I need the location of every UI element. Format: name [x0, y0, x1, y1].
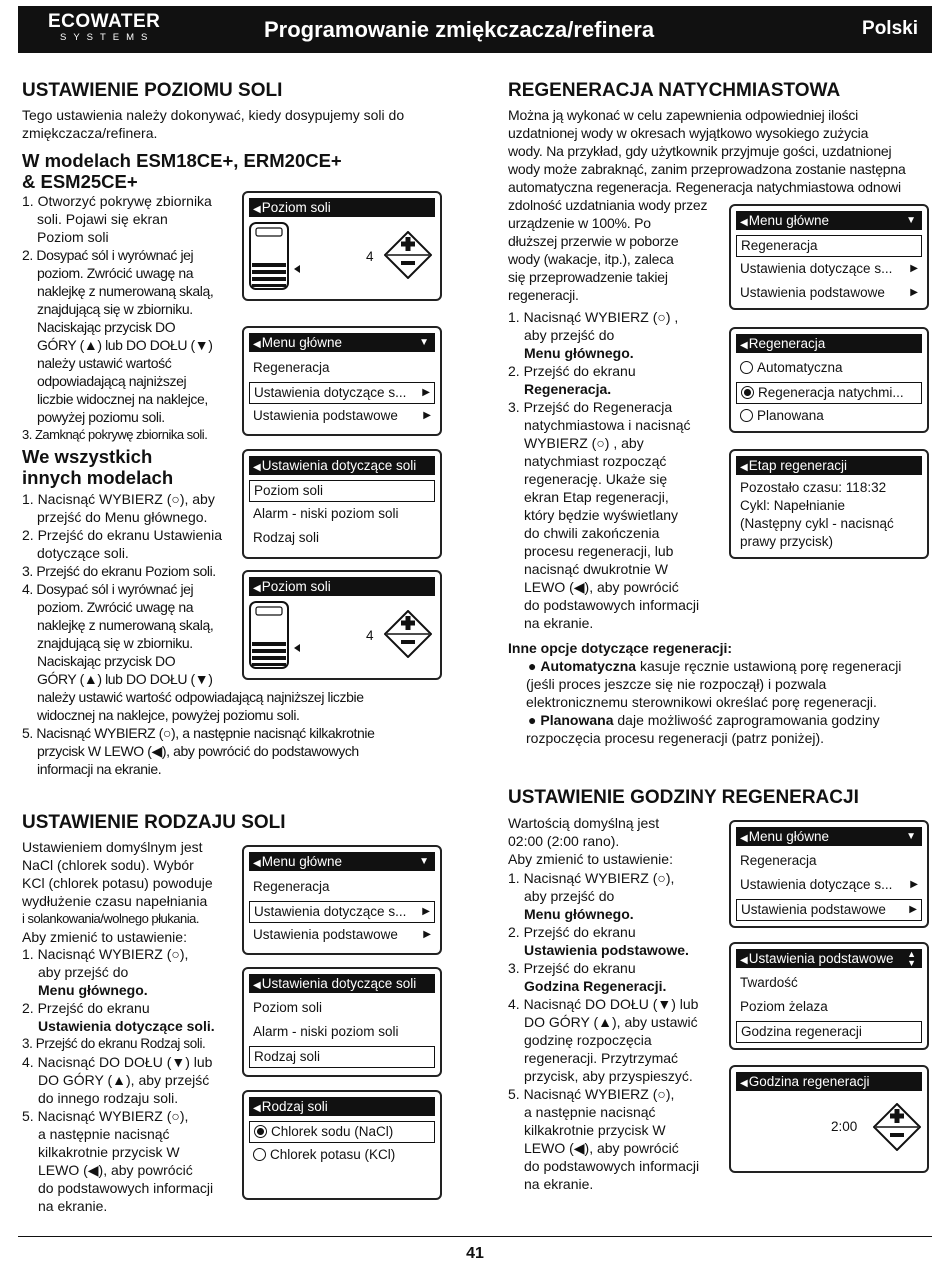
option-automatic[interactable]: Automatyczna: [736, 358, 922, 378]
menu-item-basic-settings[interactable]: Ustawienia podstawowe ▶: [253, 927, 431, 942]
step-5: 5. Nacisnąć WYBIERZ (○), a następnie nacisnąć kilkakrotnie przycisk W LEWO (◀), aby powrócić do podstawowych informacji na ekranie.: [22, 1108, 214, 1214]
salt-level-value: 4: [366, 249, 374, 264]
main-menu-screen-3: ◀Menu główne ▼ Regeneracja Ustawienia dotyczące s... ▶ Ustawienia podstawowe ▶: [729, 204, 929, 310]
regen-time-intro: Wartością domyślną jest 02:00 (2:00 rano). Aby zmienić to ustawienie:: [508, 815, 673, 867]
salt-level-steps-a: [22, 192, 237, 444]
step-3: 3. Przejść do ekranu Rodzaj soli.: [22, 1036, 206, 1051]
regen-now-steps: [508, 308, 723, 632]
salt-level-value: 4: [366, 628, 374, 643]
main-menu-screen-2: ◀Menu główne ▼ Regeneracja Ustawienia dotyczące s... ▶ Ustawienia podstawowe ▶: [242, 845, 442, 955]
menu-item-salt-settings[interactable]: Ustawienia dotyczące s... ▶: [740, 877, 918, 892]
option-potassium-chloride[interactable]: Chlorek potasu (KCl): [249, 1145, 435, 1165]
menu-item-low-salt-alarm[interactable]: Alarm - niski poziom soli: [253, 1024, 399, 1039]
main-menu-screen-4: ◀Menu główne ▼ Regeneracja Ustawienia dotyczące s... ▶ Ustawienia podstawowe ▶: [729, 820, 929, 928]
step-4: 4. Dosypać sól i wyrównać jej poziom. Zwrócić uwagę na naklejkę z numerowaną skalą, znajdującą się w zbiorniku. Naciskając przycisk DO GÓRY (▲) lub DO DOŁU (▼) należy ustawić wartość odpowiadającą najniższej liczbie widocznej na naklejce, powyżej poziomu soli.: [22, 581, 364, 723]
menu-item-salt-settings[interactable]: Ustawienia dotyczące s... ▶: [249, 382, 435, 404]
menu-item-regeneration[interactable]: Regeneracja: [736, 235, 922, 257]
regen-stage-screen: ◀Etap regeneracji Pozostało czasu: 118:32 Cykl: Napełnianie (Następny cykl - nacisnąć prawy przycisk): [729, 449, 929, 559]
salt-tank-icon: [248, 600, 308, 672]
step-1: 1. Nacisnąć WYBIERZ (○), aby przejść do Menu głównego.: [22, 946, 189, 998]
bullet-icon: ●: [528, 712, 537, 728]
salt-type-heading: USTAWIENIE RODZAJU SOLI: [22, 812, 286, 833]
salt-type-steps: [22, 945, 237, 1215]
menu-item-salt-type[interactable]: Rodzaj soli: [249, 1046, 435, 1068]
salt-type-screen: ◀Rodzaj soli Chlorek sodu (NaCl) Chlorek potasu (KCl): [242, 1090, 442, 1200]
option-regen-now[interactable]: Regeneracja natychmi...: [736, 382, 922, 404]
regen-now-intro: Można ją wykonać w celu zapewnienia odpowiedniej ilości uzdatnionej wody w okresach wyjątkowo wysokiego zużycia wody. Na przykład, gdy użytkownik przyjmuje gości, uzdatnionej wody może zabraknąć, zanim przeprowadzona zostanie następna automatyczna regeneracja. Regeneracja natychmiastowa odnowi zdolność uzdatniania wody przez urządzenie w 100%. Po dłuższej przerwie w poborze wody (wakacje, itp.), zaleca się przeprowadzenie takiej regeneracji.: [508, 107, 906, 303]
footer-rule: [18, 1236, 932, 1237]
regen-time-steps: [508, 869, 723, 1193]
step-1: 1. Otworzyć pokrywę zbiornika soli. Pojawi się ekran Poziom soli: [22, 193, 212, 245]
salt-settings-screen-2: ◀Ustawienia dotyczące soli Poziom soli Alarm - niski poziom soli Rodzaj soli: [242, 967, 442, 1077]
radio-selected-icon: [254, 1125, 267, 1138]
regen-time-screen: ◀Godzina regeneracji 2:00: [729, 1065, 929, 1173]
salt-settings-screen: ◀Ustawienia dotyczące soli Poziom soli Alarm - niski poziom soli Rodzaj soli: [242, 449, 442, 559]
step-1: 1. Nacisnąć WYBIERZ (○), aby przejść do Menu głównego.: [508, 870, 675, 922]
salt-level-intro: Tego ustawienia należy dokonywać, kiedy dosypujemy soli do zmiękczacza/refinera.: [22, 107, 405, 141]
step-5: 5. Nacisnąć WYBIERZ (○), a następnie nacisnąć kilkakrotnie przycisk W LEWO (◀), aby powrócić do podstawowych informacji na ekranie.: [508, 1086, 700, 1192]
menu-item-hardness[interactable]: Twardość: [740, 975, 798, 990]
step-4: 4. Nacisnąć DO DOŁU (▼) lub DO GÓRY (▲), aby ustawić godzinę rozpoczęcia regeneracji. Przytrzymać przycisk, aby przyspieszyć.: [508, 996, 699, 1084]
salt-type-intro: Ustawieniem domyślnym jest NaCl (chlorek sodu). Wybór KCl (chlorek potasu) powoduje wydłużenie czasu napełniania i solankowania/wolnego płukania. Aby zmienić to ustawienie:: [22, 839, 213, 945]
menu-item-regeneration[interactable]: Regeneracja: [253, 879, 330, 894]
models-heading: W modelach ESM18CE+, ERM20CE+ & ESM25CE+: [22, 150, 342, 192]
step-4: 4. Nacisnąć DO DOŁU (▼) lub DO GÓRY (▲), aby przejść do innego rodzaju soli.: [22, 1054, 213, 1106]
salt-level-screen: [242, 191, 442, 301]
menu-item-basic-settings[interactable]: Ustawienia podstawowe ▶: [740, 285, 918, 300]
salt-tank-icon: [248, 221, 308, 293]
ecowater-logo: ECOWATER SYSTEMS: [48, 11, 161, 43]
menu-item-salt-level[interactable]: Poziom soli: [249, 480, 435, 502]
option-planned[interactable]: Planowana: [736, 406, 922, 426]
step-2: 2. Dosypać sól i wyrównać jej poziom. Zwrócić uwagę na naklejkę z numerowaną skalą, znajdującą się w zbiorniku. Naciskając przycisk DO GÓRY (▲) lub DO DOŁU (▼) należy ustawić wartość odpowiadającą najniższej liczbie widocznej na naklejce, powyżej poziomu soli.: [22, 247, 214, 425]
step-2: 2. Przejść do ekranu Ustawienia dotyczące soli.: [22, 1000, 215, 1034]
menu-item-salt-settings[interactable]: Ustawienia dotyczące s... ▶: [740, 261, 918, 276]
menu-item-salt-type[interactable]: Rodzaj soli: [253, 530, 320, 545]
page-header: [18, 6, 932, 53]
step-2: 2. Przejść do ekranu Ustawienia podstawowe.: [508, 924, 689, 958]
step-3: 3. Przejść do Regeneracja natychmiastowa i nacisnąć WYBIERZ (○) , aby natychmiast rozpocząć regenerację. Ukaże się ekran Etap regeneracji, który będzie wyświetlany do chwili zakończenia procesu regeneracji, lub nacisnąć dwukrotnie W LEWO (◀), aby powrócić do podstawowych informacji na ekranie.: [508, 399, 700, 631]
regen-now-heading: REGENERACJA NATYCHMIASTOWA: [508, 80, 841, 101]
page-title: Programowanie zmiękczacza/refinera: [264, 17, 655, 42]
regen-time-value: 2:00: [831, 1119, 858, 1134]
menu-item-iron-level[interactable]: Poziom żelaza: [740, 999, 828, 1014]
regen-time-heading: USTAWIENIE GODZINY REGENERACJI: [508, 787, 859, 808]
menu-item-regeneration[interactable]: Regeneracja: [253, 360, 330, 375]
menu-item-salt-level[interactable]: Poziom soli: [253, 1000, 323, 1015]
step-2: 2. Przejść do ekranu Ustawienia dotyczące soli.: [22, 527, 222, 561]
step-1: 1. Nacisnąć WYBIERZ (○) , aby przejść do Menu głównego.: [508, 309, 679, 361]
menu-item-salt-settings[interactable]: Ustawienia dotyczące s... ▶: [249, 901, 435, 923]
step-2: 2. Przejść do ekranu Regeneracja.: [508, 363, 636, 397]
language-label: Polski: [862, 18, 918, 39]
regen-stage-info: Pozostało czasu: 118:32 Cykl: Napełnianie (Następny cykl - nacisnąć prawy przycisk): [740, 480, 894, 549]
step-3: 3. Przejść do ekranu Godzina Regeneracji.: [508, 960, 667, 994]
salt-level-heading: USTAWIENIE POZIOMU SOLI: [22, 80, 283, 101]
screen-title-bar: ◀Poziom soli: [249, 198, 435, 217]
step-5: 5. Nacisnąć WYBIERZ (○), a następnie nacisnąć kilkakrotnie przycisk W LEWO (◀), aby powrócić do podstawowych informacji na ekranie.: [22, 725, 375, 777]
menu-item-low-salt-alarm[interactable]: Alarm - niski poziom soli: [253, 506, 399, 521]
menu-item-basic-settings[interactable]: Ustawienia podstawowe ▶: [736, 899, 922, 921]
plus-minus-icon[interactable]: [873, 1103, 921, 1151]
option-sodium-chloride[interactable]: Chlorek sodu (NaCl): [249, 1121, 435, 1143]
others-heading: We wszystkich innych modelach: [22, 446, 174, 488]
plus-minus-icon[interactable]: [384, 231, 432, 279]
step-3: 3. Zamknąć pokrywę zbiornika soli.: [22, 427, 208, 442]
salt-level-screen-2: ◀Poziom soli 4: [242, 570, 442, 680]
page-number: 41: [466, 1245, 484, 1262]
menu-item-regeneration[interactable]: Regeneracja: [740, 853, 817, 868]
bullet-icon: ●: [528, 658, 537, 674]
basic-settings-screen: ◀Ustawienia podstawowe ▲ ▼ Twardość Poziom żelaza Godzina regeneracji: [729, 942, 929, 1050]
plus-minus-icon[interactable]: [384, 610, 432, 658]
step-3: 3. Przejść do ekranu Poziom soli.: [22, 563, 216, 579]
menu-item-basic-settings[interactable]: Ustawienia podstawowe ▶: [253, 408, 431, 423]
main-menu-screen: ◀Menu główne ▼ Regeneracja Ustawienia dotyczące s... ▶ Ustawienia podstawowe ▶: [242, 326, 442, 436]
regen-other-options: Inne opcje dotyczące regeneracji: ● Automatyczna kasuje ręcznie ustawioną porę regeneracji (jeśli proces jeszcze się nie rozpoczął) i pozwala elektronicznemu sterownikowi określać porę regeneracji. ● Planowana daje możliwość zaprogramowania godziny rozpoczęcia procesu regeneracji (patrz poniżej).: [508, 640, 902, 746]
step-1: 1. Nacisnąć WYBIERZ (○), aby przejść do Menu głównego.: [22, 491, 215, 525]
menu-item-regen-time[interactable]: Godzina regeneracji: [736, 1021, 922, 1043]
radio-empty-icon: [253, 1148, 266, 1161]
regeneration-screen: ◀Regeneracja Automatyczna Regeneracja natychmi... Planowana: [729, 327, 929, 433]
